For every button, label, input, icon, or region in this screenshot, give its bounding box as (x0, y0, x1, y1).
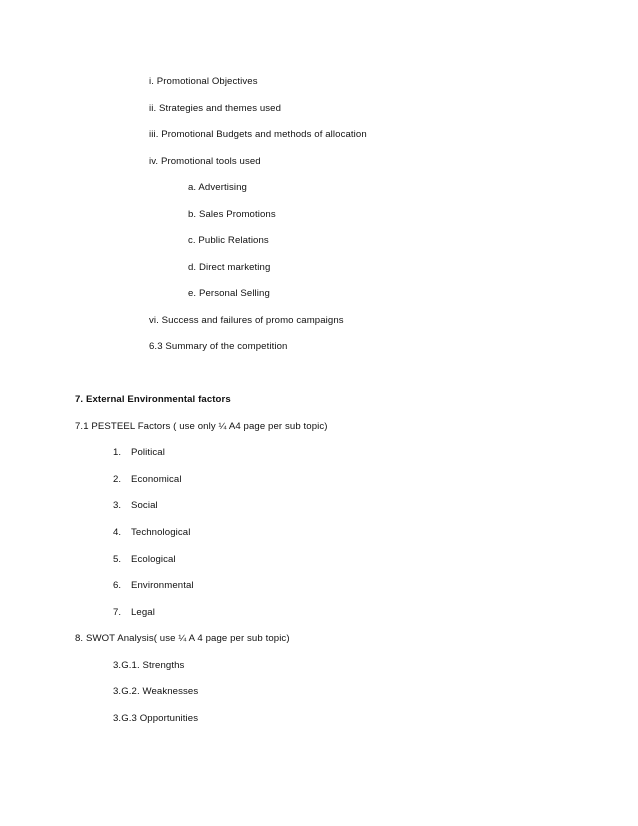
list-label: Economical (131, 474, 182, 485)
swot-item-weaknesses: 3.G.2. Weaknesses (113, 686, 199, 697)
section-heading-external: 7. External Environmental factors (75, 394, 231, 405)
list-item (113, 447, 165, 459)
swot-item-strengths: 3.G.1. Strengths (113, 660, 185, 671)
list-item (113, 474, 182, 486)
list-label: Legal (131, 607, 155, 618)
list-item (113, 607, 155, 619)
list-number: 1. (113, 447, 122, 458)
tool-sales-promotions: b. Sales Promotions (188, 209, 276, 220)
list-number: 5. (113, 554, 122, 565)
promo-item-strategies: ii. Strategies and themes used (149, 103, 282, 114)
list-label: Environmental (131, 580, 194, 591)
list-label: Social (131, 500, 158, 511)
list-item (113, 554, 176, 566)
tool-advertising: a. Advertising (188, 182, 247, 193)
summary-of-competition: 6.3 Summary of the competition (149, 341, 288, 352)
promo-item-success-failures: vi. Success and failures of promo campaigns (149, 315, 344, 326)
list-number: 6. (113, 580, 122, 591)
tool-personal-selling: e. Personal Selling (188, 288, 270, 299)
list-item (113, 580, 194, 592)
list-number: 3. (113, 500, 122, 511)
tool-direct-marketing: d. Direct marketing (188, 262, 271, 273)
promo-item-budgets: iii. Promotional Budgets and methods of allocation (149, 129, 367, 140)
list-label: Political (131, 447, 165, 458)
list-label: Ecological (131, 554, 176, 565)
tool-public-relations: c. Public Relations (188, 235, 269, 246)
promo-item-objectives: i. Promotional Objectives (149, 76, 258, 87)
promo-item-tools: iv. Promotional tools used (149, 156, 261, 167)
swot-item-opportunities: 3.G.3 Opportunities (113, 713, 199, 724)
list-item (113, 527, 190, 539)
swot-heading: 8. SWOT Analysis( use ¼ A 4 page per sub topic) (75, 633, 290, 644)
list-label: Technological (131, 527, 191, 538)
list-item (113, 500, 158, 512)
list-number: 4. (113, 527, 122, 538)
pesteel-subheading: 7.1 PESTEEL Factors ( use only ¼ A4 page per sub topic) (75, 421, 328, 432)
list-number: 2. (113, 474, 122, 485)
list-number: 7. (113, 607, 122, 618)
